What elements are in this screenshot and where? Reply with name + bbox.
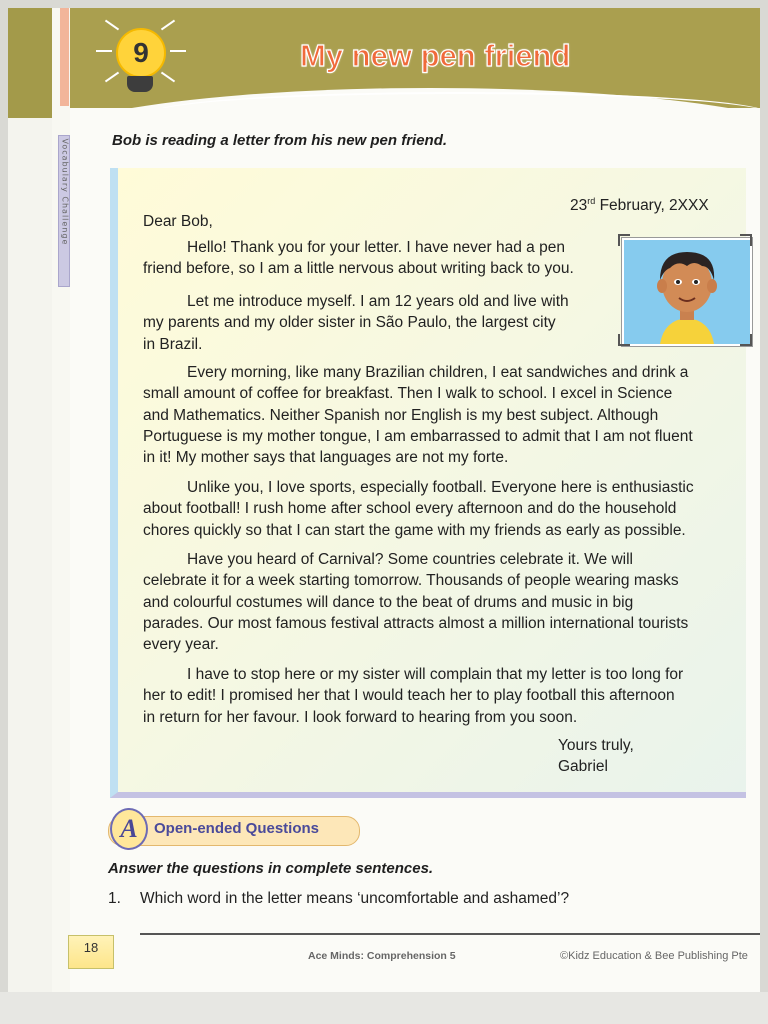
- bulb-ray: [105, 20, 119, 31]
- side-tab-label: Vocabulary Challenge: [60, 138, 70, 246]
- page-title: My new pen friend: [300, 38, 571, 73]
- letter-line: parades. Our most famous festival attracts almost a million international tourists: [143, 614, 689, 632]
- letter-line: and Mathematics. Neither Spanish nor English is my best subject. Although: [143, 406, 659, 424]
- letter-line: celebrate it for a week starting tomorrow. Thousands of people wearing masks: [143, 572, 679, 590]
- bulb-ray: [170, 50, 186, 52]
- page-number: 18: [83, 940, 99, 955]
- letter-line: chores quickly so that I can start the game with my friends as early as possible.: [143, 521, 686, 539]
- bottom-margin: [0, 992, 768, 1024]
- letter-line: Let me introduce myself. I am 12 years old and live with: [187, 293, 569, 310]
- letter-line: Hello! Thank you for your letter. I have never had a pen: [187, 239, 565, 256]
- letter-date: [570, 196, 709, 215]
- page-number-box: [68, 935, 114, 969]
- date-day: 23: [570, 197, 588, 215]
- letter-line: Have you heard of Carnival? Some countries celebrate it. We will: [187, 551, 633, 568]
- letter-line: small amount of coffee for breakfast. Then I walk to school. I excel in Science: [143, 385, 673, 403]
- letter-paragraph-6: [143, 664, 683, 728]
- answer-line[interactable]: [140, 933, 760, 935]
- photo-corner-icon: [740, 334, 752, 346]
- question-text: Which word in the letter means ‘uncomfortable and ashamed’?: [140, 890, 570, 907]
- letter-line: in it! My mother says that languages are not my forte.: [143, 449, 509, 467]
- letter-line: and colourful costumes will dance to the beat of drums and music in big: [143, 593, 634, 611]
- letter-paragraph-2: [143, 291, 569, 355]
- section-instruction: Answer the questions in complete sentences.: [108, 860, 434, 877]
- bulb-ray: [96, 50, 112, 52]
- letter-line: Portuguese is my mother tongue, I am embarrassed to admit that I am not fluent: [143, 427, 693, 445]
- section-heading: Open-ended Questions: [154, 820, 320, 837]
- letter-paragraph-5: [143, 549, 688, 655]
- lesson-header: [70, 8, 760, 108]
- letter-line: about football! I rush home after school every afternoon and do the household: [143, 500, 677, 518]
- photo-corner-icon: [618, 334, 630, 346]
- date-suffix: rd: [587, 196, 596, 206]
- bulb-ray: [161, 20, 175, 31]
- letter-line: my parents and my older sister in São Paulo, the largest city: [143, 314, 556, 332]
- letter-greeting: Dear Bob,: [143, 213, 213, 230]
- letter-signature: Gabriel: [558, 758, 608, 776]
- intro-text: Bob is reading a letter from his new pen friend.: [112, 132, 448, 149]
- date-rest: February, 2XXX: [595, 197, 709, 215]
- letter-line: Unlike you, I love sports, especially football. Everyone here is enthusiastic: [187, 479, 694, 496]
- workbook-page: [70, 8, 760, 992]
- letter-line: her to edit! I promised her that I would teach her to play football this afternoon: [143, 687, 675, 705]
- section-a-badge-icon: A: [110, 808, 148, 850]
- lightbulb-icon: [116, 28, 166, 78]
- letter-line: in Brazil.: [143, 335, 203, 353]
- letter-paragraph-1: [143, 237, 574, 280]
- boy-illustration: [624, 240, 750, 344]
- letter-closing: Yours truly,: [558, 737, 634, 754]
- bulb-ray: [105, 72, 119, 83]
- lesson-number: 9: [133, 37, 149, 68]
- letter-line: friend before, so I am a little nervous about writing back to you.: [143, 260, 574, 278]
- photo-corner-icon: [618, 234, 630, 246]
- footer-copyright: ©Kidz Education & Bee Publishing Pte: [560, 950, 748, 962]
- bulb-ray: [161, 72, 175, 83]
- letter-line: Every morning, like many Brazilian children, I eat sandwiches and drink a: [187, 364, 689, 381]
- letter-line: every year.: [143, 636, 219, 654]
- letter-line: I have to stop here or my sister will complain that my letter is too long for: [187, 666, 684, 683]
- letter-paragraph-4: [143, 477, 694, 541]
- side-tab: [58, 135, 70, 287]
- photo-corner-icon: [740, 234, 752, 246]
- question-number: 1.: [108, 890, 121, 907]
- letter-signoff: [558, 735, 634, 778]
- boy-portrait-image: [622, 238, 752, 346]
- footer-book-title: Ace Minds: Comprehension 5: [308, 950, 456, 962]
- letter-line: in return for her favour. I look forward to hearing from you soon.: [143, 708, 578, 726]
- page-stack-pink-edge: [60, 8, 69, 106]
- lightbulb-base-icon: [127, 76, 153, 92]
- letter-paragraph-3: [143, 362, 693, 468]
